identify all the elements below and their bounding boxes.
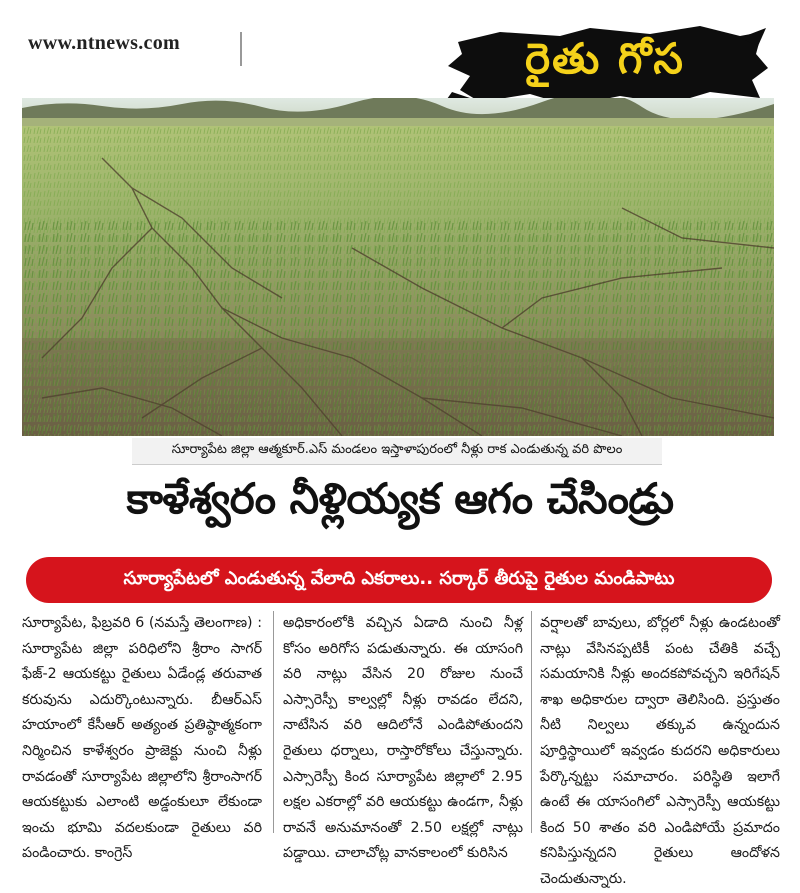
- column-divider: [273, 611, 274, 833]
- dry-paddy-field-photo: [22, 98, 774, 436]
- section-stamp: [440, 20, 770, 110]
- photo-caption-bar: [132, 438, 662, 465]
- article-column-3: వర్షాలతో బావులు, బోర్లలో నీళ్లు ఉండటంతో నాట్లు వేసినప్పటికీ పంట చేతికి వచ్చే సమయానికి నీళ్లు అందకపోవచ్చని ఇరిగేషన్ శాఖ అధికారుల ద్వారా తెలిసింది. ప్రస్తుతం నీటి నిల్వలు తక్కువ ఉన్నందున పూర్తిస్థాయిలో ఇవ్వడం కుదరని అధికారులు పేర్కొన్నట్టు సమాచారం. పరిస్థితి ఇలాగే ఉంటే ఈ యాసంగిలో ఎస్సారెస్పీ ఆయకట్టు కింద 50 శాతం వరి ఎండిపోయే ప్రమాదం కనిపిస్తున్నదని రైతులు ఆందోళన చెందుతున్నారు.: [540, 615, 780, 887]
- field-illustration: [22, 98, 774, 436]
- subheadline-text: సూర్యాపేటలో ఎండుతున్న వేలాది ఎకరాలు.. సర్కార్ తీరుపై రైతుల మండిపాటు: [123, 568, 675, 589]
- article-headline: కాళేశ్వరం నీళ్లియ్యక ఆగం చేసిండ్రు: [126, 474, 674, 523]
- photo-caption: సూర్యాపేట జిల్లా ఆత్మకూర్.ఎస్ మండలం ఇస్తాళాపురంలో నీళ్లు రాక ఎండుతున్న వరి పొలం: [171, 442, 623, 457]
- site-url[interactable]: www.ntnews.com: [28, 32, 180, 54]
- column-divider: [531, 611, 532, 833]
- section-label: రైతు గోస: [525, 34, 685, 83]
- article-column-1: సూర్యాపేట, ఫిబ్రవరి 6 (నమస్తే తెలంగాణ) : సూర్యాపేట జిల్లా పరిధిలోని శ్రీరాం సాగర్ ఫేజ్-2 ఆయకట్టు రైతులు ఏడేండ్ల తరువాత కరువును ఎదుర్కొంటున్నారు. బీఆర్ఎస్ హయాంలో కేసీఆర్ అత్యంత ప్రతిష్ఠాత్మకంగా నిర్మించిన కాళేశ్వరం ప్రాజెక్టు నుంచి నీళ్లు రావడంతో సూర్యాపేట జిల్లాలోని శ్రీరాంసాగర్ ఆయకట్టుకు ఎలాంటి అడ్డంకులూ లేకుండా ఇంచు భూమి వదలకుండా రైతులు వరి పండించారు. కాంగ్రెస్: [22, 615, 262, 862]
- header-divider: [240, 32, 242, 66]
- subheadline-banner: [26, 557, 772, 603]
- article-column-2: అధికారంలోకి వచ్చిన ఏడాది నుంచి నీళ్ల కోసం అరిగోస పడుతున్నారు. ఈ యాసంగి వరి నాట్లు వేసిన 20 రోజుల నుంచే ఎస్సారెస్పీ కాల్వల్లో నీళ్లు రావడం లేదని, నాటేసిన వరి ఆదిలోనే ఎండిపోతుందని రైతులు ధర్నాలు, రాస్తారోకోలు చేస్తున్నారు. ఎస్సారెస్పీ కింద సూర్యాపేట జిల్లాలో 2.95 లక్షల ఎకరాల్లో వరి ఆయకట్టు ఉండగా, నీళ్లు రావనే అనుమానంతో 2.50 లక్షల్లో నాట్లు పడ్డాయి. చాలాచోట్ల వానకాలంలో కురిసిన: [283, 615, 523, 862]
